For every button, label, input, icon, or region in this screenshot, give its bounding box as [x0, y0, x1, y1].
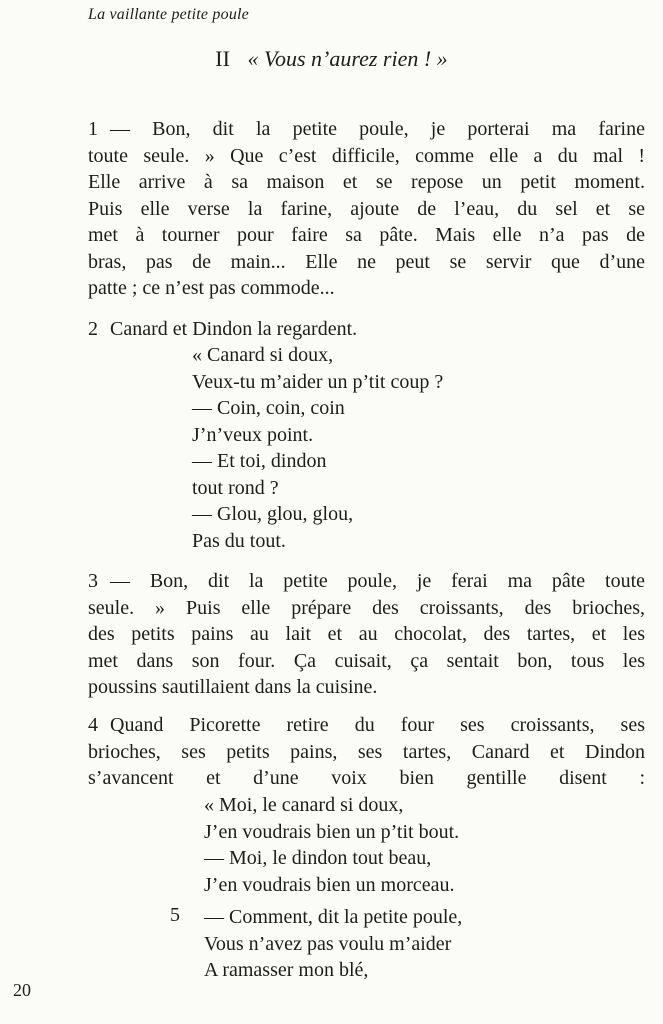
- paragraph-1: [88, 116, 645, 302]
- paragraph-line: Elle arrive à sa maison et se repose un petit moment.: [88, 171, 645, 193]
- chapter-title-text: « Vous n’aurez rien ! »: [247, 46, 448, 71]
- running-title: La vaillante petite poule: [88, 6, 249, 23]
- paragraph-line: met dans son four. Ça cuisait, ça sentait bon, tous les: [88, 649, 645, 672]
- paragraph-line: 2 Canard et Dindon la regardent.: [88, 318, 358, 340]
- paragraph-line: met à tourner pour faire sa pâte. Mais elle n’a pas de: [88, 224, 645, 246]
- paragraph-line: s’avancent et d’une voix bien gentille disent :: [88, 767, 645, 789]
- verse-block-3: [204, 904, 462, 984]
- paragraph-line: patte ; ce n’est pas commode...: [88, 277, 335, 299]
- paragraph-line: des petits pains au lait et au chocolat, des tartes, et les: [88, 623, 645, 645]
- paragraph-line: toute seule. » Que c’est difficile, comme elle a du mal !: [88, 144, 645, 167]
- chapter-number: II: [215, 46, 230, 71]
- verse-line: — Et toi, dindon: [192, 450, 327, 472]
- verse-line: — Coin, coin, coin: [192, 397, 345, 419]
- paragraph-line: seule. » Puis elle prépare des croissants, des brioches,: [88, 596, 645, 619]
- verse-line: — Comment, dit la petite poule,: [204, 906, 463, 928]
- paragraph-2: [88, 316, 645, 343]
- page-number: 20: [13, 980, 31, 1000]
- paragraph-number: 3: [88, 570, 98, 592]
- verse-line: Vous n’avez pas voulu m’aider: [204, 932, 452, 955]
- paragraph-line: poussins sautillaient dans la cuisine.: [88, 676, 378, 698]
- paragraph-line: 4 Quand Picorette retire du four ses croissants, ses: [88, 714, 645, 736]
- verse-line: tout rond ?: [192, 476, 279, 499]
- paragraph-number: 1: [88, 118, 98, 140]
- paragraph-number: 4: [88, 714, 98, 736]
- paragraph-line: brioches, ses petits pains, ses tartes, Canard et Dindon: [88, 740, 645, 763]
- verse-line: J’en voudrais bien un p’tit bout.: [204, 820, 460, 843]
- paragraph-line: 3 — Bon, dit la petite poule, je ferai ma pâte toute: [88, 570, 645, 592]
- verse-line: « Moi, le canard si doux,: [204, 794, 404, 816]
- verse-line: J’en voudrais bien un morceau.: [204, 873, 455, 896]
- paragraph-3: [88, 568, 645, 701]
- verse-line: Pas du tout.: [192, 529, 286, 552]
- verse-line: — Moi, le dindon tout beau,: [204, 847, 432, 869]
- verse-line: A ramasser mon blé,: [204, 959, 369, 981]
- paragraph-4: [88, 712, 645, 792]
- verse-block-1: [192, 342, 443, 554]
- paragraph-number: 5: [170, 904, 180, 926]
- verse-block-2: [204, 792, 459, 898]
- paragraph-line: 1 — Bon, dit la petite poule, je porterai ma farine: [88, 118, 645, 140]
- paragraph-number: 2: [88, 318, 98, 340]
- paragraph-line: bras, pas de main... Elle ne peut se servir que d’une: [88, 250, 645, 273]
- verse-line: — Glou, glou, glou,: [192, 503, 354, 525]
- verse-line: Veux-tu m’aider un p’tit coup ?: [192, 370, 444, 393]
- paragraph-line: Puis elle verse la farine, ajoute de l’eau, du sel et se: [88, 197, 645, 220]
- chapter-title: [0, 46, 663, 72]
- verse-line: « Canard si doux,: [192, 344, 334, 366]
- verse-line: J’n’veux point.: [192, 423, 314, 446]
